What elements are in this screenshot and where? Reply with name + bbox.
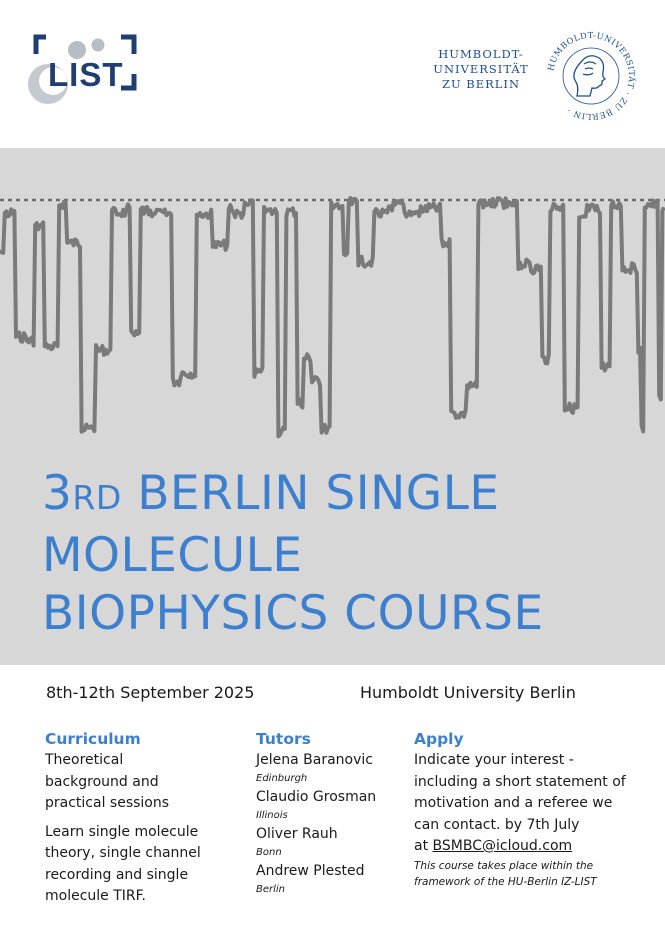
- curriculum-line: molecule TIRF.: [45, 888, 146, 904]
- tutors-heading: Tutors: [256, 730, 311, 748]
- curriculum-line: practical sessions: [45, 795, 170, 811]
- seal-ring-text: HUMBOLDT-UNIVERSITÄT · ZU BERLIN ·: [545, 29, 638, 123]
- list-logo: [26, 34, 141, 106]
- title-line-1: BERLIN SINGLE: [121, 466, 500, 521]
- curriculum-line: Theoretical: [45, 752, 124, 768]
- apply-email-prefix: at: [414, 838, 433, 854]
- tutor-name: Andrew Plested: [256, 863, 365, 879]
- apply-section: [414, 728, 649, 890]
- current-trace-line: [0, 198, 664, 436]
- university-line: HUMBOLDT-: [438, 47, 524, 61]
- apply-line: can contact. by 7th July: [414, 816, 580, 833]
- tutor-city: Edinburgh: [256, 773, 308, 784]
- tutor-name: Oliver Rauh: [256, 826, 338, 842]
- title-ordinal-suffix: RD: [72, 478, 122, 517]
- curriculum-line: recording and single: [45, 866, 189, 883]
- tutors-section: [256, 728, 406, 898]
- svg-text:HUMBOLDT-UNIVERSITÄT · ZU BERL: [545, 30, 637, 122]
- university-line: ZU BERLIN: [441, 77, 521, 91]
- title-ordinal: 3: [42, 466, 73, 521]
- tutor-city: Bonn: [256, 847, 282, 858]
- tutor-city: Berlin: [256, 884, 286, 895]
- course-dates: 8th-12th September 2025: [46, 683, 255, 702]
- apply-email-line: [414, 836, 649, 858]
- tutor-city: Illinois: [256, 810, 288, 821]
- curriculum-heading: Curriculum: [45, 730, 141, 748]
- university-wordmark: [425, 47, 537, 92]
- hero-banner: [0, 148, 665, 665]
- apply-line: Indicate your interest -: [414, 752, 574, 768]
- curriculum-line: theory, single channel: [45, 845, 201, 861]
- framework-note-line: This course takes place within the: [414, 859, 594, 872]
- header: [0, 0, 665, 148]
- university-line: UNIVERSITÄT: [433, 62, 529, 76]
- apply-line: motivation and a referee we: [414, 795, 613, 811]
- tutor-name: Claudio Grosman: [256, 789, 377, 805]
- framework-note-line: framework of the HU-Berlin IZ-LIST: [414, 875, 597, 888]
- apply-line: including a short statement of: [414, 773, 626, 790]
- curriculum-section: [45, 728, 225, 908]
- title-line-3: BIOPHYSICS COURSE: [42, 586, 544, 641]
- curriculum-line: background and: [45, 773, 159, 790]
- apply-email-link[interactable]: BSMBC@icloud.com: [432, 838, 573, 854]
- apply-heading: Apply: [414, 730, 464, 748]
- title-line-2: MOLECULE: [42, 528, 303, 583]
- tutor-name: Jelena Baranovic: [256, 752, 373, 768]
- list-logo-text: LIST: [48, 56, 124, 93]
- course-venue: Humboldt University Berlin: [360, 683, 576, 702]
- university-seal: [543, 28, 639, 124]
- portrait-icon: [574, 56, 605, 96]
- curriculum-line: Learn single molecule: [45, 823, 199, 840]
- course-title: [42, 465, 662, 643]
